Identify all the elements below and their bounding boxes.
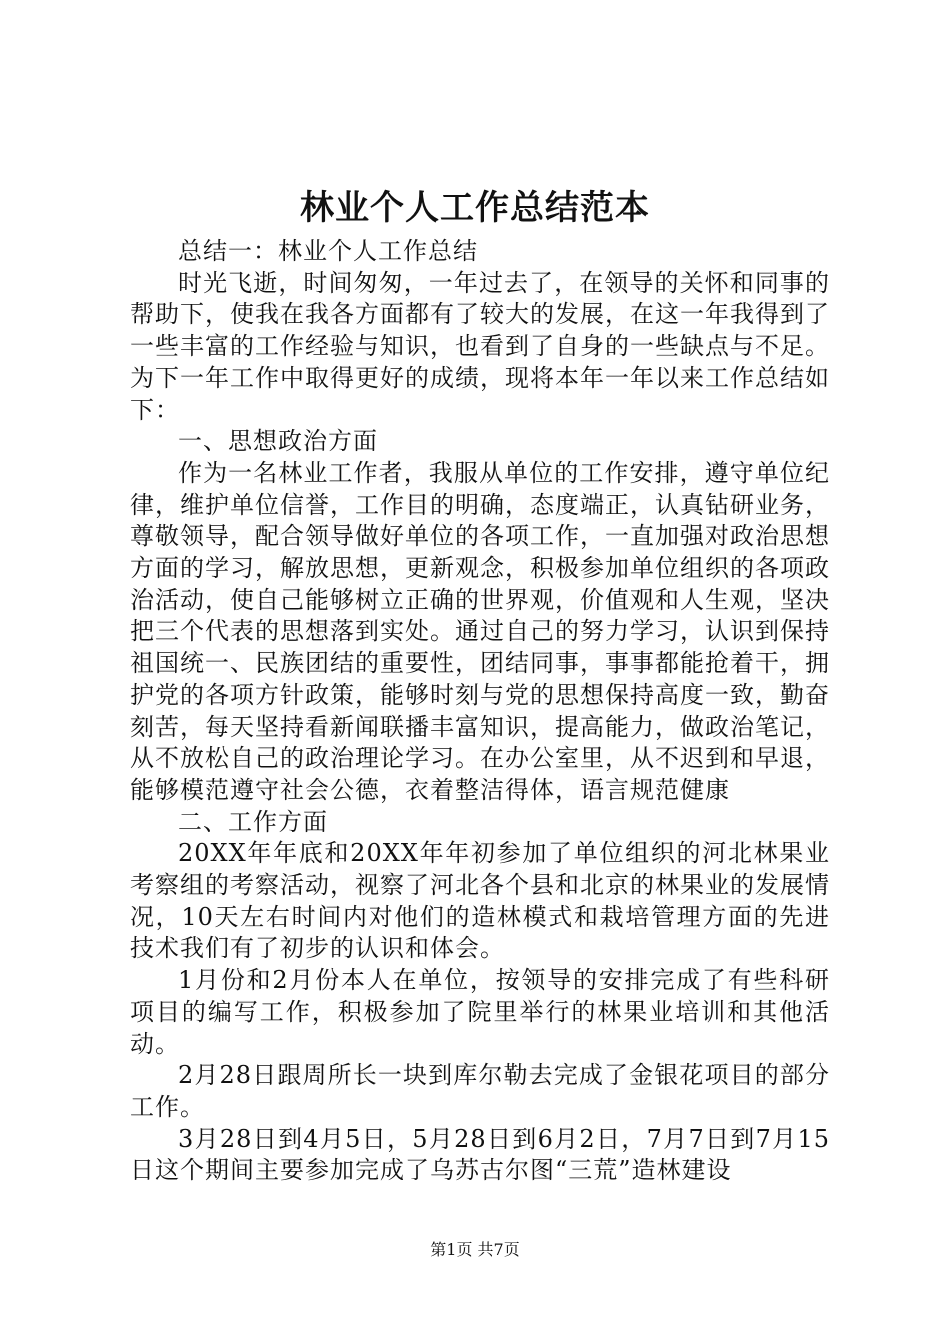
body-paragraph: 2月28日跟周所长一块到库尔勒去完成了金银花项目的部分工作。 (130, 1061, 830, 1121)
body-paragraph: 时光飞逝，时间匆匆，一年过去了，在领导的关怀和同事的帮助下，使我在我各方面都有了较大的发展，在这一年我得到了一些丰富的工作经验与知识，也看到了自身的一些缺点与不足。为下一年工作中取得更好的成绩，现将本年一年以来工作总结如下： (130, 268, 830, 424)
page-number-footer: 第1页 共7页 (430, 1240, 520, 1259)
section-heading-summary: 总结一：林业个人工作总结 (178, 237, 478, 265)
body-paragraph: 20XX年年底和20XX年年初参加了单位组织的河北林果业考察组的考察活动，视察了河北各个县和北京的林果业的发展情况，10天左右时间内对他们的造林模式和栽培管理方面的先进技术我们有了初步的认识和体会。 (130, 839, 830, 963)
body-paragraph: 3月28日到4月5日，5月28日到6月2日，7月7日到7月15日这个期间主要参加完成了乌苏古尔图“三荒”造林建设 (130, 1124, 830, 1185)
section-heading-work: 二、工作方面 (178, 807, 328, 836)
document-body (130, 236, 830, 1187)
section-heading-political: 一、思想政治方面 (178, 427, 378, 456)
body-paragraph: 作为一名林业工作者，我服从单位的工作安排，遵守单位纪律，维护单位信誉，工作目的明确，态度端正，认真钻研业务，尊敬领导，配合领导做好单位的各项工作，一直加强对政治思想方面的学习，解放思想，更新观念，积极参加单位组织的各项政治活动，使自己能够树立正确的世界观，价值观和人生观，坚决把三个代表的思想落到实处。通过自己的努力学习，认识到保持祖国统一、民族团结的重要性，团结同事，事事都能抢着干，拥护党的各项方针政策，能够时刻与党的思想保持高度一致，勤奋刻苦，每天坚持看新闻联播丰富知识，提高能力，做政治笔记，从不放松自己的政治理论学习。在办公室里，从不迟到和早退，能够模范遵守社会公德，衣着整洁得体，语言规范健康 (130, 458, 830, 804)
body-paragraph: 1月份和2月份本人在单位，按领导的安排完成了有些科研项目的编写工作，积极参加了院里举行的林果业培训和其他活动。 (130, 966, 830, 1058)
document-title: 林业个人工作总结范本 (300, 188, 650, 228)
